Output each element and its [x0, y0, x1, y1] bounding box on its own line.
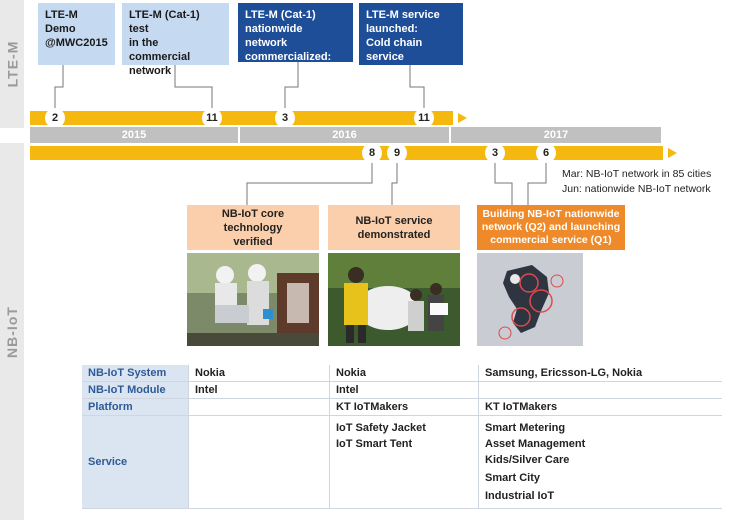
event-ltem-cat1-commercialized: [238, 3, 353, 77]
nbiot-marker: 3: [485, 143, 505, 163]
photo-engineers-with-laptop: [187, 253, 319, 346]
table-cell: Intel: [330, 382, 479, 399]
event-ltem-cat1-test: [122, 3, 229, 77]
year-label: 2015: [30, 127, 238, 143]
nbiot-rollout-notes: [562, 167, 727, 197]
row-header: Service: [82, 416, 189, 509]
event-text-line: launched:: [366, 23, 418, 35]
table-cell: [479, 382, 723, 399]
event-nbiot-service-demonstrated: [328, 205, 460, 250]
event-text-line: commercialized:: [245, 51, 332, 63]
table-cell: Samsung, Ericsson-LG, Nokia: [479, 365, 723, 382]
nbiot-timeline-arrow-icon: [668, 148, 677, 158]
table-cell: [189, 399, 330, 416]
event-text-line: in the commercial: [129, 37, 191, 63]
table-cell: [330, 416, 479, 509]
service-item: Smart City: [485, 472, 541, 484]
ltem-marker: 3: [275, 108, 295, 128]
row-header: NB-IoT System: [82, 365, 189, 382]
service-item: Industrial IoT: [485, 490, 555, 502]
event-ltem-service-launched: [359, 3, 463, 65]
nbiot-marker: 6: [536, 143, 556, 163]
service-item: IoT Smart Tent: [336, 438, 413, 450]
table-row: [82, 382, 722, 399]
nbiot-timeline-bar: [30, 146, 663, 160]
event-text-line: NB-IoT core technology: [221, 207, 285, 234]
table-row: [82, 416, 722, 509]
table-cell: KT IoTMakers: [330, 399, 479, 416]
table-row: [82, 365, 722, 382]
event-text-line: LTE-M (Cat-1) test: [129, 9, 200, 35]
nbiot-marker: 9: [387, 143, 407, 163]
year-label: 2016: [240, 127, 449, 143]
event-text-line: LTE-M Demo: [45, 9, 78, 35]
event-text-line: @MWC2015: [45, 37, 108, 49]
row-header: Platform: [82, 399, 189, 416]
event-text-line: demonstrated: [357, 228, 431, 241]
service-item: Kids/Silver Care: [485, 454, 570, 466]
table-cell: [189, 416, 330, 509]
photo-nationwide-network-map: [477, 253, 583, 346]
event-text-line: LTE-M service: [366, 9, 440, 21]
service-item: Asset Management: [485, 438, 586, 450]
service-item: Smart Metering: [485, 422, 566, 434]
event-text-line: NB-IoT service: [355, 214, 433, 227]
event-nbiot-core-verified: [187, 205, 319, 250]
table-cell: KT IoTMakers: [479, 399, 723, 416]
note-line: Jun: nationwide NB-IoT network: [562, 183, 711, 195]
table-cell: Nokia: [330, 365, 479, 382]
row-header: NB-IoT Module: [82, 382, 189, 399]
event-text-line: Building NB-IoT nationwide: [482, 208, 620, 220]
table-cell: [479, 416, 723, 509]
event-text-line: commercial service (Q1): [490, 234, 612, 246]
ltem-marker: 2: [45, 108, 65, 128]
ltem-marker: 11: [202, 108, 222, 128]
nbiot-marker: 8: [362, 143, 382, 163]
event-text-line: LTE-M (Cat-1): [245, 9, 316, 21]
event-text-line: verified: [233, 235, 273, 248]
event-ltem-demo-mwc2015: [38, 3, 115, 65]
section-label-nbiot: NB-IoT: [0, 143, 24, 520]
service-item: IoT Safety Jacket: [336, 422, 426, 434]
event-text-line: network: [129, 65, 172, 77]
event-text-line: network (Q2) and launching: [481, 221, 621, 233]
ltem-marker: 11: [414, 108, 434, 128]
photo-service-demonstration: [328, 253, 460, 346]
note-line: Mar: NB-IoT network in 85 cities: [562, 168, 712, 180]
table-cell: Nokia: [189, 365, 330, 382]
table-row: [82, 399, 722, 416]
event-text-line: Cold chain service: [366, 37, 423, 63]
section-label-ltem: LTE-M: [0, 0, 24, 128]
year-label: 2017: [451, 127, 661, 143]
ltem-timeline-arrow-icon: [458, 113, 467, 123]
event-nbiot-nationwide-network: [477, 205, 625, 250]
table-cell: Intel: [189, 382, 330, 399]
deployment-table: [82, 365, 722, 509]
ltem-timeline-bar: [30, 111, 453, 125]
event-text-line: nationwide network: [245, 23, 303, 49]
event-text-line: 1.8 GHz: [245, 65, 286, 77]
